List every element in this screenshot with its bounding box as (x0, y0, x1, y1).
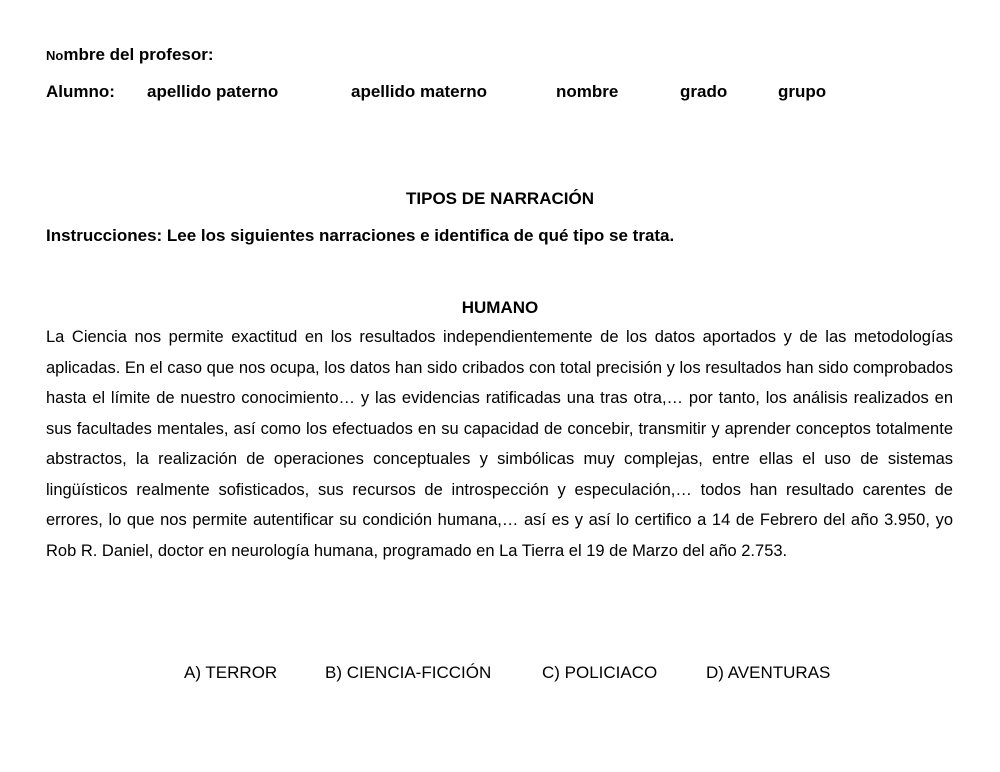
field-apellido-paterno: apellido paterno (147, 82, 279, 101)
story-text: La Ciencia nos permite exactitud en los resultados independientemente de los datos aportados y de las metodologías aplicadas. En el caso que nos ocupa, los datos han sido cribados con total precisión y los resultados han sido comprobados hasta el límite de nuestro conocimiento… y las evidencias ratificadas una tras otra,… por tanto, los análisis realizados en sus facultades mentales, así como los efectuados en su capacidad de concebir, transmitir y aprender conceptos totalmente abstractos, la realización de operaciones conceptuales y simbólicas muy complejas, entre ellas el uso de sistemas lingüísticos realmente sofisticados, sus recursos de introspección y especulación,… todos han resultado carentes de errores, lo que nos permite autentificar su condición humana,… así es y así lo certifico a 14 de Febrero del año 3.950, yo Rob R. Daniel, doctor en neurología humana, programado en La Tierra el 19 de Marzo del año 2.753. (46, 328, 953, 560)
option-c-policiaco[interactable]: C) POLICIACO (542, 663, 658, 682)
teacher-name-label (46, 45, 214, 65)
teacher-label-initial: N (46, 48, 56, 63)
field-nombre: nombre (556, 82, 619, 101)
option-a-terror[interactable]: A) TERROR (184, 663, 278, 682)
worksheet-title: TIPOS DE NARRACIÓN (406, 189, 594, 208)
teacher-label-second: o (55, 48, 64, 63)
field-grupo: grupo (778, 82, 827, 101)
instructions: Instrucciones: Lee los siguientes narraciones e identifica de qué tipo se trata. (46, 226, 675, 245)
teacher-label-rest: mbre del profesor: (63, 45, 214, 64)
option-d-aventuras[interactable]: D) AVENTURAS (706, 663, 831, 682)
option-b-ciencia-ficcion[interactable]: B) CIENCIA-FICCIÓN (325, 663, 492, 682)
story-title: HUMANO (461, 298, 539, 317)
student-label: Alumno: (46, 82, 115, 101)
field-grado: grado (680, 82, 728, 101)
field-apellido-materno: apellido materno (351, 82, 488, 101)
